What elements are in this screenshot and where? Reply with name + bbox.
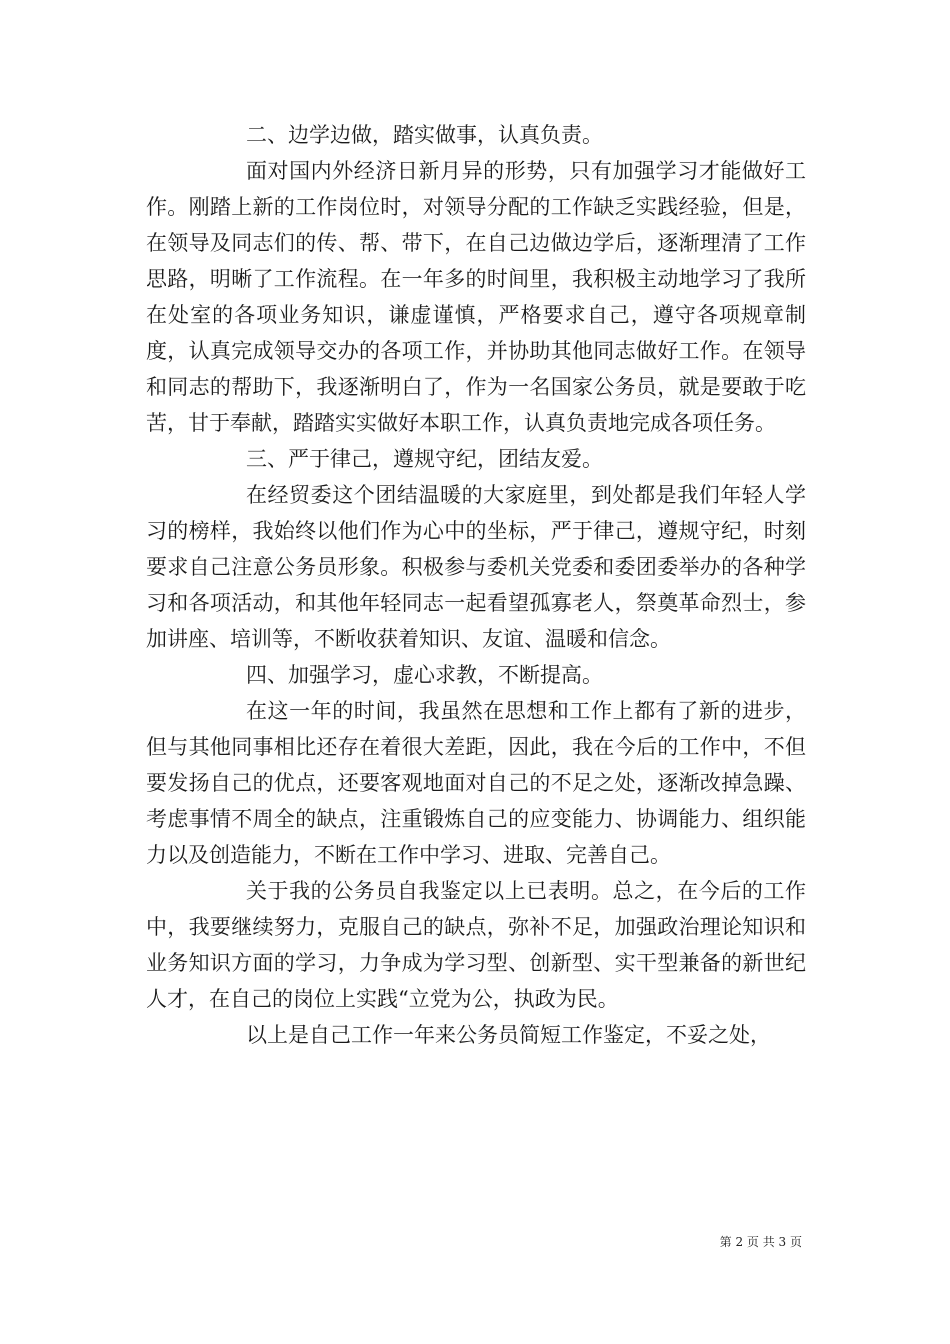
section-heading-4: 四、加强学习，虚心求教，不断提高。 (246, 663, 603, 687)
page-number-footer: 第 2 页 共 3 页 (719, 1235, 802, 1249)
paragraph-2: 在经贸委这个团结温暖的大家庭里，到处都是我们年轻人学习的榜样，我始终以他们作为心中的坐标，严于律己，遵规守纪，时刻要求自己注意公务员形象。积极参与委机关党委和委团委举办的各种学习和各项活动，和其他年轻同志一起看望孤寡老人，祭奠革命烈士，参加讲座、培训等，不断收获着知识、友谊、温暖和信念。 (146, 483, 806, 651)
paragraph-3: 在这一年的时间，我虽然在思想和工作上都有了新的进步，但与其他同事相比还存在着很大差距，因此，我在今后的工作中，不但要发扬自己的优点，还要客观地面对自己的不足之处，逐渐改掉急躁、考虑事情不周全的缺点，注重锻炼自己的应变能力、协调能力、组织能力以及创造能力，不断在工作中学习、进取、完善自己。 (146, 699, 806, 867)
paragraph-5: 以上是自己工作一年来公务员简短工作鉴定，不妥之处， (246, 1023, 771, 1047)
paragraph-1: 面对国内外经济日新月异的形势，只有加强学习才能做好工作。刚踏上新的工作岗位时，对领导分配的工作缺乏实践经验，但是，在领导及同志们的传、帮、带下，在自己边做边学后，逐渐理清了工作思路，明晰了工作流程。在一年多的时间里，我积极主动地学习了我所在处室的各项业务知识，谦虚谨慎，严格要求自己，遵守各项规章制度，认真完成领导交办的各项工作，并协助其他同志做好工作。在领导和同志的帮助下，我逐渐明白了，作为一名国家公务员，就是要敢于吃苦，甘于奉献，踏踏实实做好本职工作，认真负责地完成各项任务。 (146, 159, 806, 435)
section-heading-2: 二、边学边做，踏实做事，认真负责。 (246, 123, 603, 147)
paragraph-4: 关于我的公务员自我鉴定以上已表明。总之，在今后的工作中，我要继续努力，克服自己的缺点，弥补不足，加强政治理论知识和业务知识方面的学习，力争成为学习型、创新型、实干型兼备的新世纪人才，在自己的岗位上实践“立党为公，执政为民。 (146, 879, 806, 1011)
document-body (146, 117, 806, 1053)
section-heading-3: 三、严于律己，遵规守纪，团结友爱。 (246, 447, 603, 471)
